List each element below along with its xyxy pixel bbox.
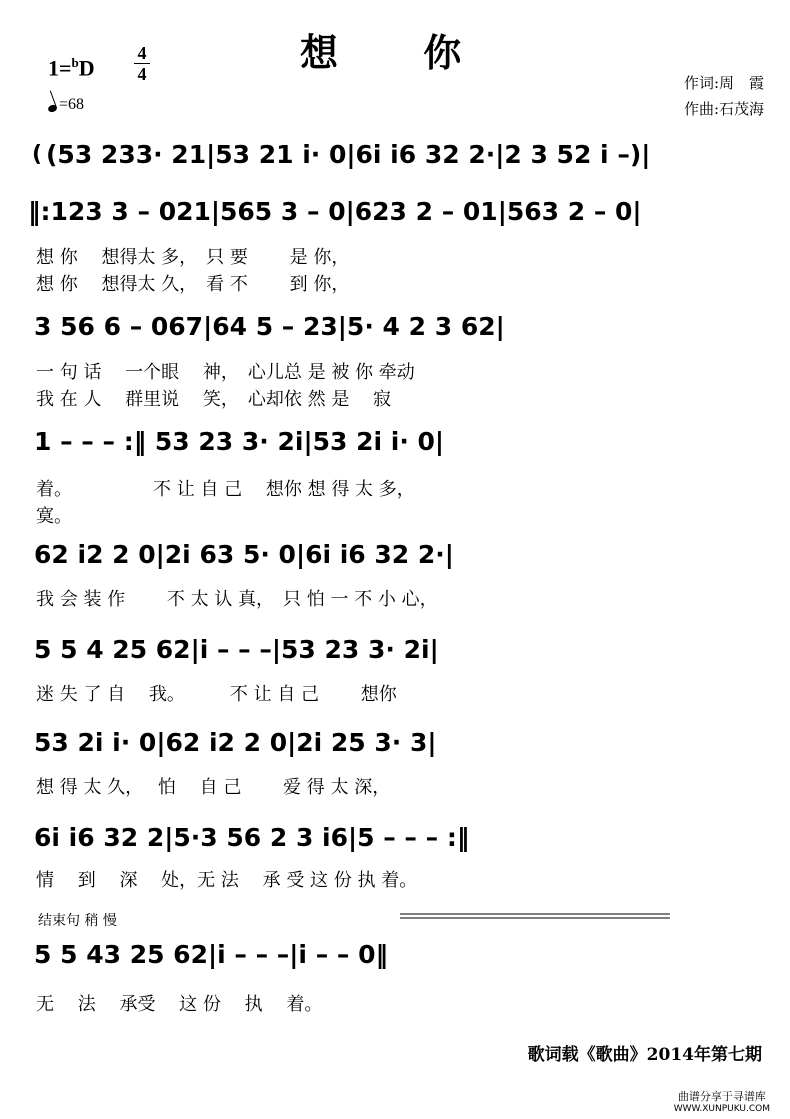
ending-instruction: 结束句 稍 慢 [38, 913, 117, 929]
notation-line: 1 – – – :‖ 53 23 3· 2i|53 2i i· 0| [34, 427, 445, 456]
lyric-line: 着。 不 让 自 己 想你 想 得 太 多， [36, 479, 415, 500]
lyric-line: 情 到 深 处，无 法 承 受 这 份 执 着。 [36, 870, 418, 891]
score-row-4 [24, 427, 768, 467]
score-row-2 [24, 197, 768, 237]
lyricist-credit: 作词:周 霞 [683, 74, 764, 92]
score-row-8 [24, 823, 768, 863]
ritardando-lines [400, 912, 672, 924]
source-citation: 歌词载《歌曲》2014年第七期 [527, 1045, 762, 1065]
lyric-line: 迷 失 了 自 我。 不 让 自 己 想你 [36, 684, 397, 705]
lyric-line: 想 得 太 久， 怕 自 己 爱 得 太 深， [36, 777, 391, 798]
lyric-line: 想 你 想得太 多， 只 要 是 你， [36, 247, 350, 268]
song-title: 想 你 [300, 31, 498, 75]
score-row-5 [24, 540, 768, 580]
notation-line: 5 5 43 25 62|i – – –|i – – 0‖ [34, 940, 388, 969]
composer-credit: 作曲:石茂海 [683, 100, 764, 118]
notation-line: 5 5 4 25 62|i – – –|53 23 3· 2i| [34, 635, 439, 664]
watermark: 曲谱分享于寻谱库 WWW.XUNPUKU.COM [673, 1090, 770, 1114]
lyric-line: 无 法 承受 这 份 执 着。 [36, 994, 323, 1015]
quarter-note-icon [47, 104, 58, 114]
lyric-line: 想 你 想得太 久， 看 不 到 你， [36, 274, 350, 295]
score-row-3 [24, 312, 768, 352]
notation-line: 62 i2 2 0|2i 63 5· 0|6i i6 32 2·| [34, 540, 454, 569]
lyric-line: 我 会 装 作 不 太 认 真， 只 怕 一 不 小 心， [36, 589, 438, 610]
lyric-line: 我 在 人 群里说 笑， 心却依 然 是 寂 [36, 389, 392, 410]
notation-line: (53 233· 21|53 21 i· 0|6i i6 32 2·|2 3 52 i –)| [46, 140, 651, 169]
notation-line: ‖:123 3 – 021|565 3 – 0|623 2 – 01|563 2 – 0| [28, 197, 642, 226]
score-row-7 [24, 728, 768, 768]
time-signature: 4 4 [134, 44, 150, 83]
notation-line: 3 56 6 – 067|64 5 – 23|5· 4 2 3 62| [34, 312, 505, 341]
score-row-6 [24, 635, 768, 675]
score-row-9 [24, 940, 768, 980]
score-row-1 [24, 140, 768, 180]
lyric-line: 寞。 [36, 506, 72, 527]
notation-line: 53 2i i· 0|62 i2 2 0|2i 25 3· 3| [34, 728, 437, 757]
open-paren: ( [32, 142, 43, 167]
tempo-marking: =68 [48, 96, 84, 114]
lyric-line: 一 句 话 一个眼 神， 心儿总 是 被 你 牵动 [36, 362, 415, 383]
key-signature: 1=$^b$D [48, 55, 95, 81]
notation-line: 6i i6 32 2|5·3 56 2 3 i6|5 – – – :‖ [34, 823, 470, 852]
